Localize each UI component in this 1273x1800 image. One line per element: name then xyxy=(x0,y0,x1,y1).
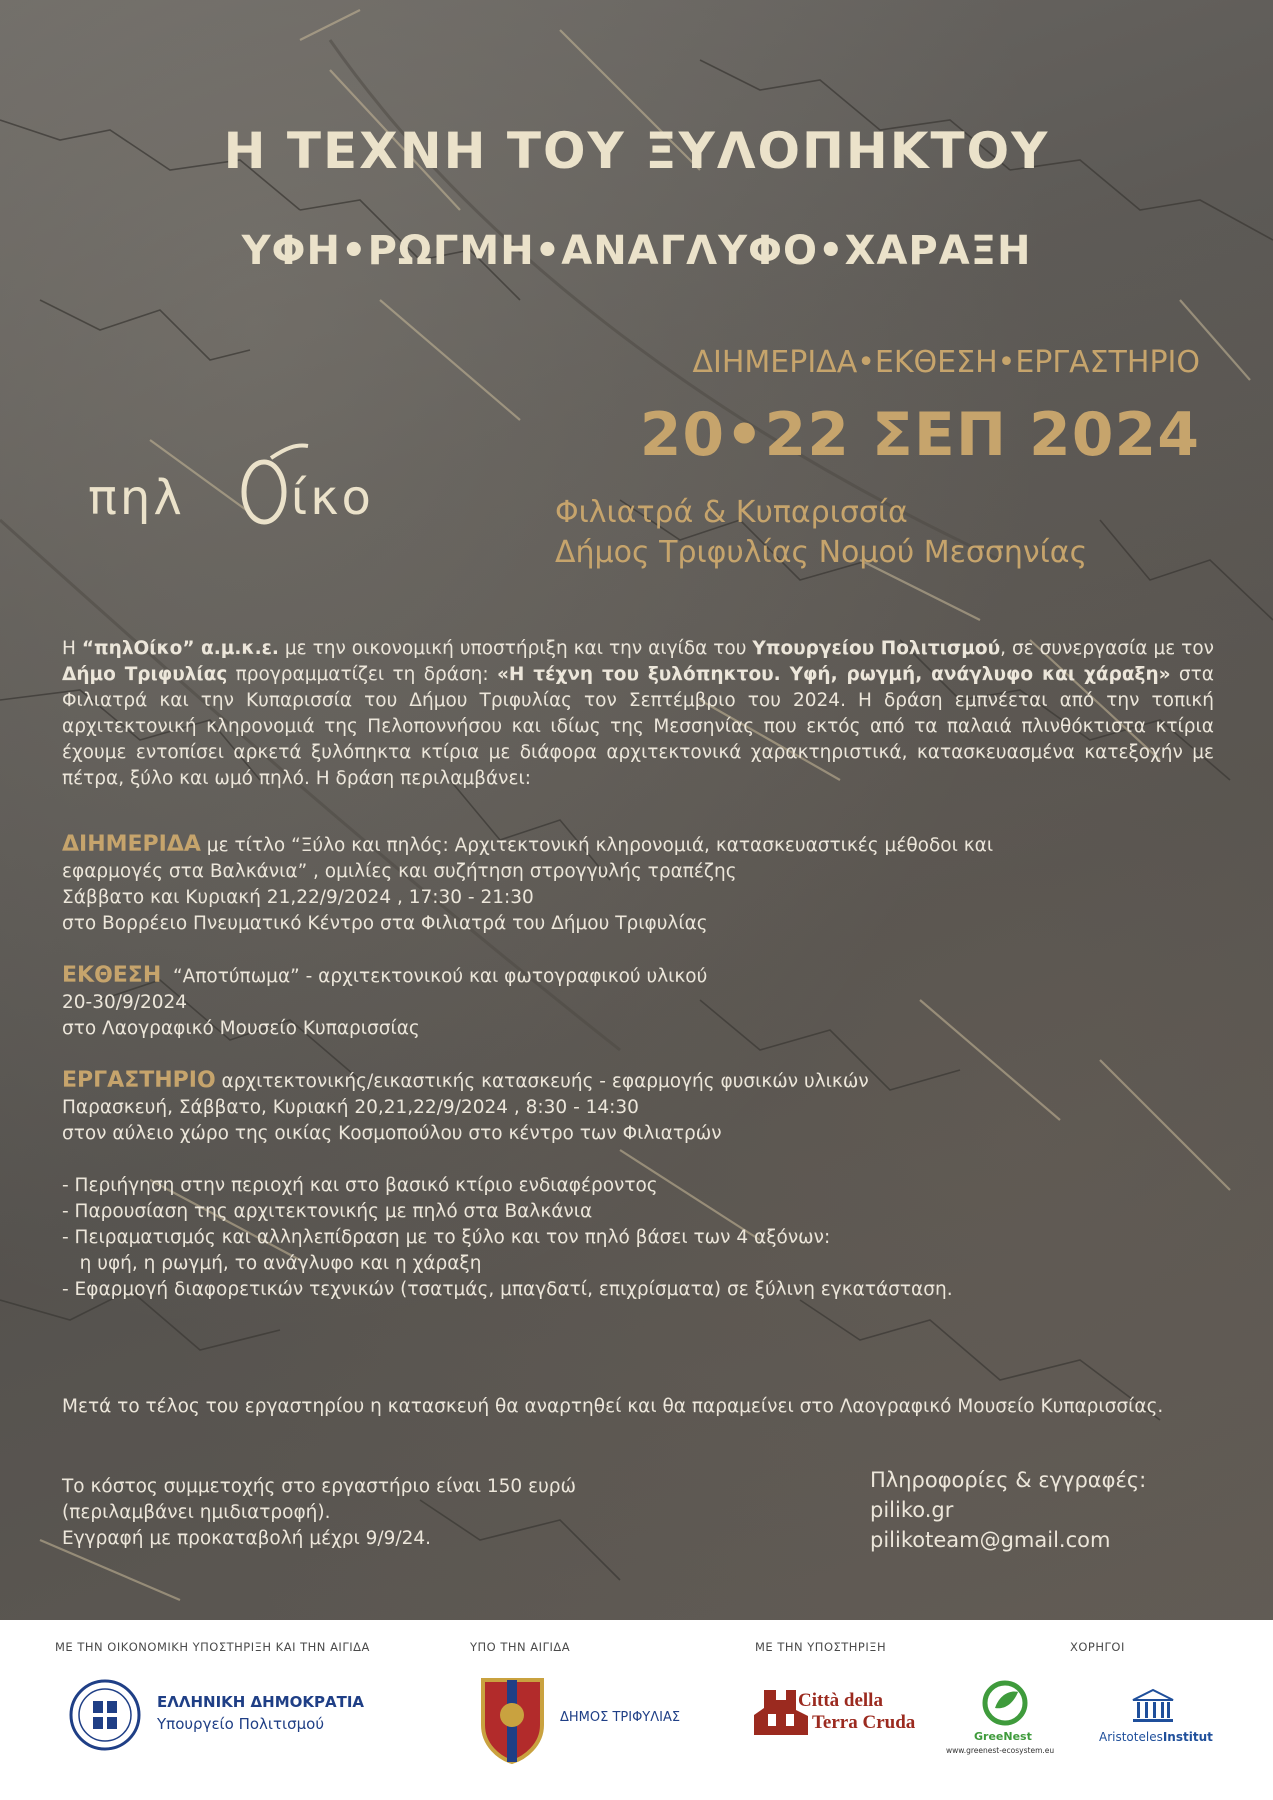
svg-text:πηλ: πηλ xyxy=(88,470,185,526)
poster-title: Η ΤΕΧΝΗ ΤΟΥ ΞΥΛΟΠΗΚΤΟΥ xyxy=(223,122,1050,180)
municipality-crest-icon xyxy=(475,1670,550,1765)
ministry-line-2: Υπουργείο Πολιτισμού xyxy=(157,1715,324,1733)
ministry-logo xyxy=(65,1675,365,1755)
ministry-line-1: ΕΛΛΗΝΙΚΗ ΔΗΜΟΚΡΑΤΙΑ xyxy=(157,1693,365,1711)
terra-cruda-line-1: Città della xyxy=(798,1690,883,1711)
event-types: ΔΙΗΜΕΡΙΔΑ•ΕΚΘΕΣΗ•ΕΡΓΑΣΤΗΡΙΟ xyxy=(692,345,1200,380)
terra-cruda-logo xyxy=(752,1680,932,1750)
email-link[interactable]: pilikoteam@gmail.com xyxy=(870,1528,1111,1552)
location-line-1: Φιλιατρά & Κυπαρισσία xyxy=(555,495,908,530)
ministry-name: Υπουργείου Πολιτισμού xyxy=(752,638,1001,659)
greenest-url: www.greenest-ecosystem.eu xyxy=(946,1746,1055,1755)
sponsors-footer xyxy=(0,1620,1273,1800)
poster-subtitle: ΥΦΗ•ΡΩΓΜΗ•ΑΝΑΓΛΥΦΟ•ΧΑΡΑΞΗ xyxy=(241,228,1032,274)
intro-paragraph: Η “πηλΟίκο” α.μ.κ.ε. με την οικονομική υποστήριξη και την αιγίδα του Υπουργείου Πολιτισμού, σε συνεργασία με τον Δήμο Τριφυλίας προγραμματίζει τη δράση: «Η τέχνη του ξυλόπηκτου. Υφή, ρωγμή, ανάγλυφο και χάραξη» στα Φιλιατρά και την Κυπαρισσία του Δήμου Τριφυλίας τον Σεπτέμβριο του 2024. Η δράση εμπνέεται από την τοπική αρχιτεκτονική κληρονομιά της Πελοποννήσου και ιδίως της Μεσσηνίας που εκτός από τα παλαιά πλινθόκτιστα κτίρια έχουμε εντοπίσει αρκετά ξυλόπηκτα κτίρια με διάφορα αρχιτεκτονικά χαρακτηριστικά, κατασκευασμένα κατεξοχήν με πέτρα, ξύλο και ωμό πηλό. Η δράση περιλαμβάνει: xyxy=(62,638,1214,789)
greek-coat-of-arms-icon xyxy=(65,1675,145,1755)
temple-icon xyxy=(1131,1688,1175,1724)
caption-financial-support: ΜΕ ΤΗΝ ΟΙΚΟΝΟΜΙΚΗ ΥΠΟΣΤΗΡΙΞΗ ΚΑΙ ΤΗΝ ΑΙΓΙΔΑ xyxy=(55,1640,370,1654)
caption-sponsors: ΧΟΡΗΓΟΙ xyxy=(1070,1640,1125,1654)
list-item: - Περιήγηση στην περιοχή και στο βασικό κτίριο ενδιαφέροντος xyxy=(62,1175,658,1196)
list-item: η υφή, η ρωγμή, το ανάγλυφο και η χάραξη xyxy=(62,1253,482,1274)
municipality-logo xyxy=(475,1670,715,1765)
workshop-heading: ΕΡΓΑΣΤΗΡΙΟ xyxy=(62,1068,216,1093)
exhibition-section: ΕΚΘΕΣΗ “Αποτύπωμα” - αρχιτεκτονικού και φωτογραφικού υλικού 20-30/9/2024 στο Λαογραφικό Μουσείο Κυπαρισσίας xyxy=(62,963,708,1039)
after-workshop-note: Μετά το τέλος του εργαστηρίου η κατασκευή θα αναρτηθεί και θα παραμείνει στο Λαογραφικό Μουσείο Κυπαρισσίας. xyxy=(62,1396,1164,1417)
cost-info: Το κόστος συμμετοχής στο εργαστήριο είναι 150 ευρώ (περιλαμβάνει ημιδιατροφή). Εγγραφή με προκαταβολή μέχρι 9/9/24. xyxy=(62,1476,577,1549)
contact-info xyxy=(870,1465,1146,1555)
aristoteles-institut-logo xyxy=(1095,1688,1235,1758)
org-name: “πηλΟίκο” xyxy=(81,638,195,659)
event-dates: 20•22 ΣΕΠ 2024 xyxy=(639,400,1200,470)
greenest-name: GreeNest xyxy=(974,1730,1032,1743)
symposium-heading: ΔΙΗΜΕΡΙΔΑ xyxy=(62,832,201,857)
nest-leaf-icon xyxy=(980,1678,1030,1728)
workshop-section: ΕΡΓΑΣΤΗΡΙΟ αρχιτεκτονικής/εικαστικής κατασκευής - εφαρμογής φυσικών υλικών Παρασκευή, Σάββατο, Κυριακή 20,21,22/9/2024 , 8:30 - 14:30 στον αύλειο χώρο της οικίας Κοσμοπούλου στο κέντρο των Φιλιατρών xyxy=(62,1068,869,1144)
municipality-name-text: ΔΗΜΟΣ ΤΡΙΦΥΛΙΑΣ xyxy=(560,1710,681,1725)
svg-text:ίκο: ίκο xyxy=(291,470,374,526)
action-title: «Η τέχνη του ξυλόπηκτου. Υφή, ρωγμή, ανάγλυφο και χάραξη» xyxy=(496,664,1171,685)
event-location xyxy=(555,493,1087,573)
list-item: - Παρουσίαση της αρχιτεκτονικής με πηλό στα Βαλκάνια xyxy=(62,1201,593,1222)
body-text xyxy=(62,636,1214,1303)
caption-auspices: ΥΠΟ ΤΗΝ ΑΙΓΙΔΑ xyxy=(470,1640,571,1654)
list-item: - Εφαρμογή διαφορετικών τεχνικών (τσατμάς, μπαγδατί, επιχρίσματα) σε ξύλινη εγκατάσταση. xyxy=(62,1279,953,1300)
website-link[interactable]: piliko.gr xyxy=(870,1498,954,1522)
symposium-section: ΔΙΗΜΕΡΙΔΑ με τίτλο “Ξύλο και πηλός: Αρχιτεκτονική κληρονομιά, κατασκευαστικές μέθοδοι και εφαρμογές στα Βαλκάνια” , ομιλίες και συζήτηση στρογγυλής τραπέζης Σάββατο και Κυριακή 21,22/9/2024 , 17:30 - 21:30 στο Βορρέειο Πνευματικό Κέντρο στα Φιλιατρά του Δήμου Τριφυλίας xyxy=(62,832,994,934)
workshop-activities-list xyxy=(62,1173,1214,1303)
greenest-logo xyxy=(940,1678,1070,1763)
caption-support: ΜΕ ΤΗΝ ΥΠΟΣΤΗΡΙΞΗ xyxy=(755,1640,887,1654)
piliko-logo xyxy=(86,440,436,550)
list-item: - Πειραματισμός και αλληλεπίδραση με το ξύλο και τον πηλό βάσει των 4 αξόνων: xyxy=(62,1227,831,1248)
location-line-2: Δήμος Τριφυλίας Νομού Μεσσηνίας xyxy=(555,535,1088,570)
exhibition-heading: ΕΚΘΕΣΗ xyxy=(62,963,162,988)
municipality-name: Δήμο Τριφυλίας xyxy=(62,664,228,685)
contact-label: Πληροφορίες & εγγραφές: xyxy=(870,1468,1147,1492)
aristoteles-name: AristotelesInstitut xyxy=(1099,1730,1213,1744)
terra-cruda-line-2: Terra Cruda xyxy=(812,1712,916,1733)
